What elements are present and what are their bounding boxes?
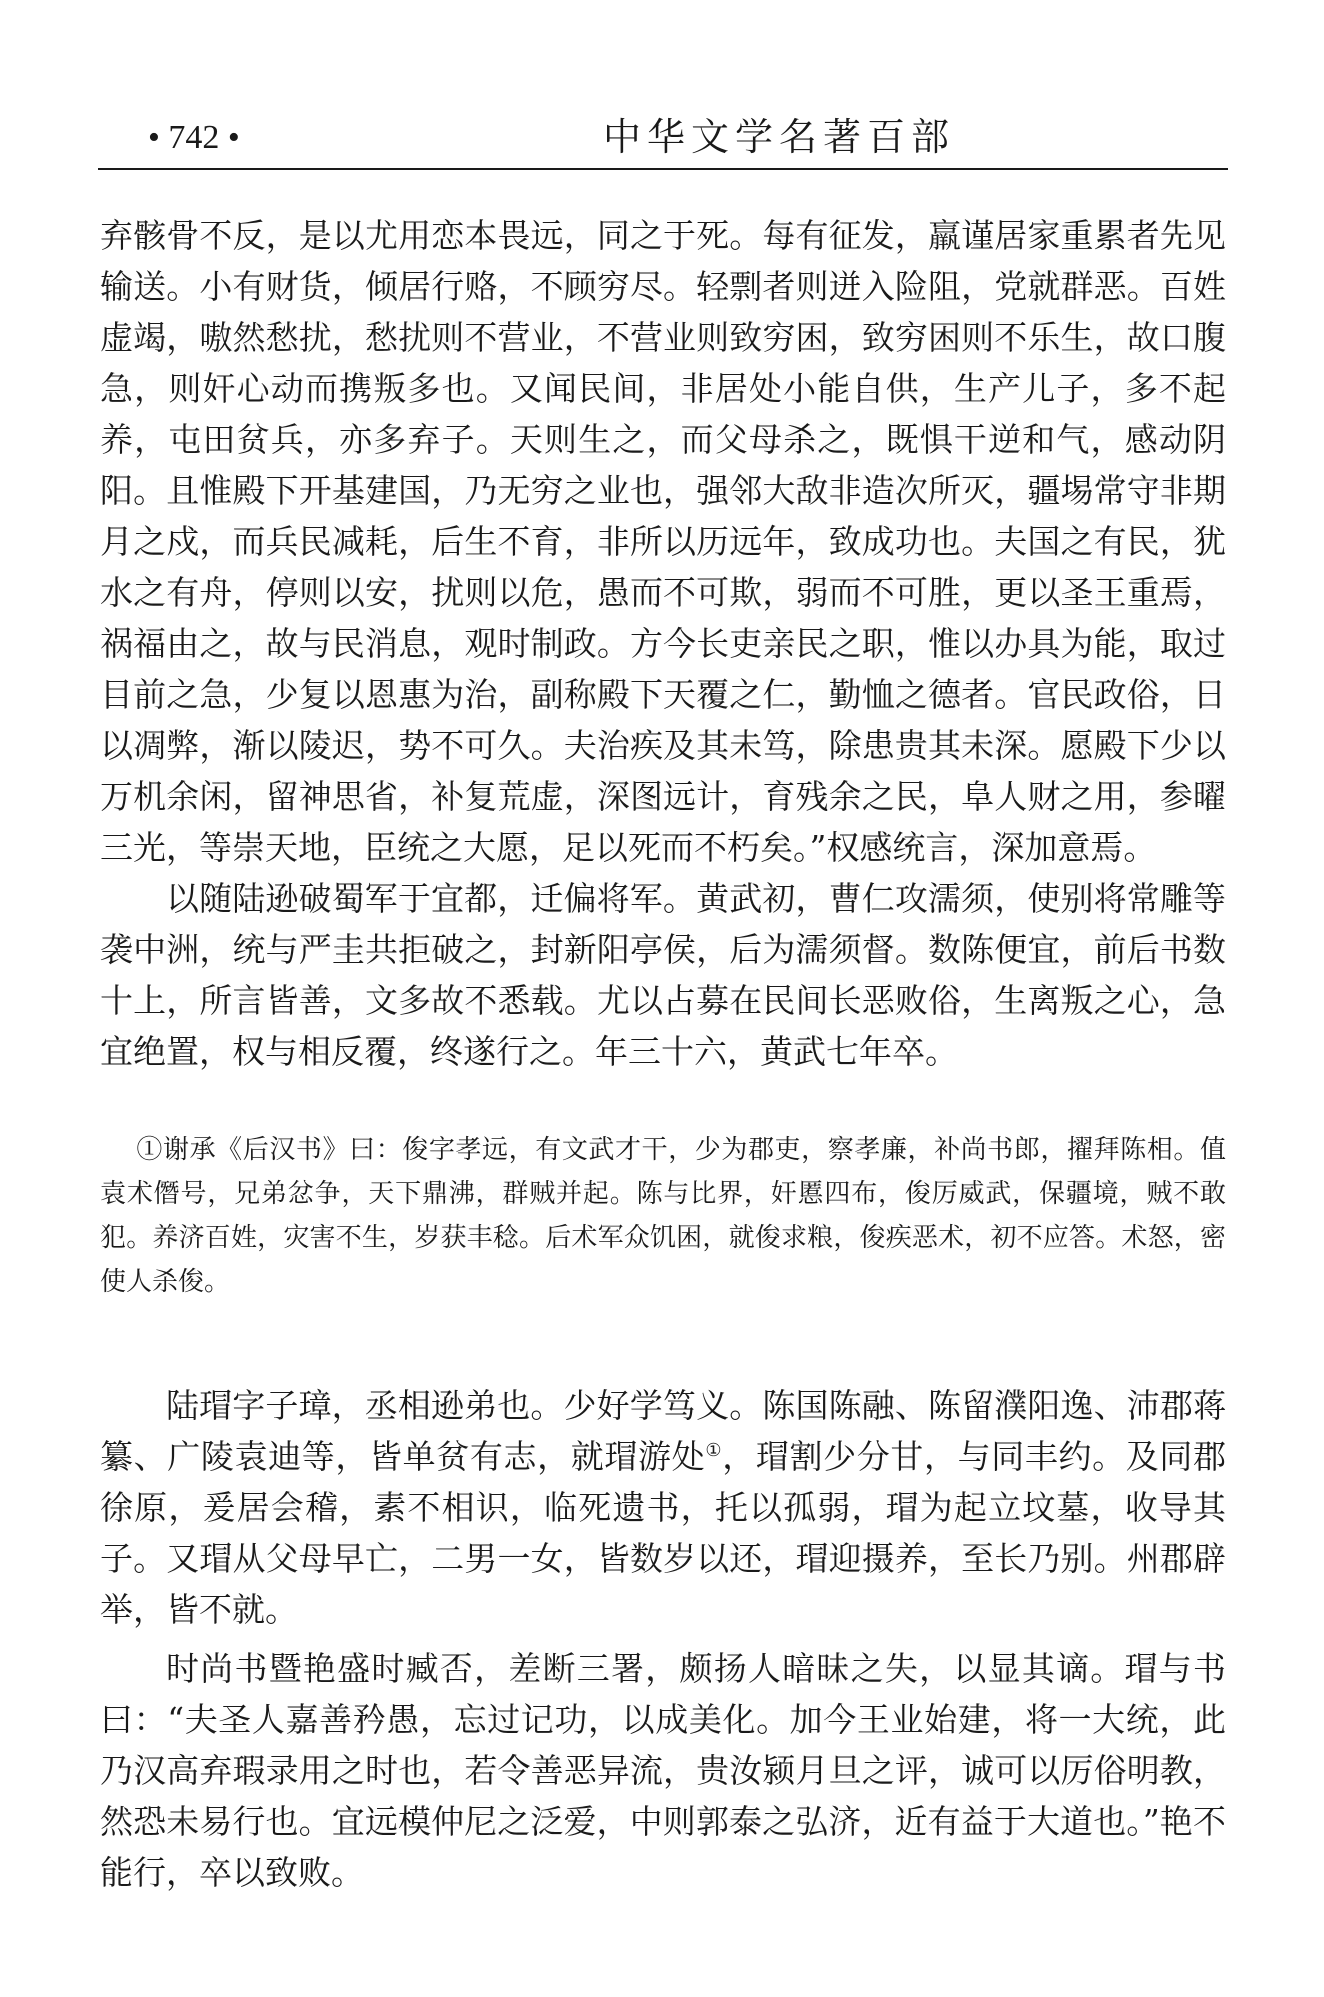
paragraph-lu-xun-campaign: 以随陆逊破蜀军于宜都，迁偏将军。黄武初，曹仁攻濡须，使别将常雕等袭中洲，统与严圭共拒破之，封新阳亭侯，后为濡须督。数陈便宜，前后书数十上，所言皆善，文多故不悉载。尤以占募在民间长恶败俗，生离叛之心，急宜绝置，权与相反覆，终遂行之。年三十六，黄武七年卒。: [100, 879, 1226, 1071]
lu-mao-section: [100, 1380, 1226, 1906]
footnote-text: ①谢承《后汉书》曰：俊字孝远，有文武才干，少为郡吏，察孝廉，补尚书郎，擢拜陈相。值袁术僭号，兄弟忿争，天下鼎沸，群贼并起。陈与比界，奸慝四布，俊厉威武，保疆境，贼不敢犯。养济百姓，灾害不生，岁获丰稔。后术军众饥困，就俊求粮，俊疾恶术，初不应答。术怒，密使人杀俊。: [100, 1135, 1226, 1297]
footnote-block: [100, 1128, 1226, 1304]
paragraph-continued: 弃骸骨不反，是以尤用恋本畏远，同之于死。每有征发，羸谨居家重累者先见输送。小有财货，倾居行赂，不顾穷尽。轻剽者则迸入险阻，党就群恶。百姓虚竭，嗷然愁扰，愁扰则不营业，不营业则致穷困，致穷困则不乐生，故口腹急，则奸心动而携叛多也。又闻民间，非居处小能自供，生产儿子，多不起养，屯田贫兵，亦多弃子。天则生之，而父母杀之，既惧干逆和气，感动阴阳。且惟殿下开基建国，乃无穷之业也，强邻大敌非造次所灭，疆埸常守非期月之戍，而兵民减耗，后生不育，非所以历远年，致成功也。夫国之有民，犹水之有舟，停则以安，扰则以危，愚而不可欺，弱而不可胜，更以圣王重焉，祸福由之，故与民消息，观时制政。方今长吏亲民之职，惟以办具为能，取过目前之急，少复以恩惠为治，副称殿下天覆之仁，勤恤之德者。官民政俗，日以凋弊，渐以陵迟，势不可久。夫治疾及其未笃，除患贵其未深。愿殿下少以万机余闲，留神思省，补复荒虚，深图远计，育残余之民，阜人财之用，参曜三光，等崇天地，臣统之大愿，足以死而不朽矣。”权感统言，深加意焉。: [100, 216, 1226, 867]
footnote-marker[interactable]: ①: [705, 1440, 723, 1461]
paragraph-ji-yan-letter: 时尚书暨艳盛时臧否，差断三署，颇扬人暗昧之失，以显其谪。瑁与书曰：“夫圣人嘉善矜愚，忘过记功，以成美化。加今王业始建，将一大统，此乃汉高弃瑕录用之时也，若令善恶异流，贵汝颍月旦之评，诚可以厉俗明教，然恐未易行也。宜远模仲尼之泛爱，中则郭泰之弘济，近有益于大道也。”艳不能行，卒以致败。: [100, 1649, 1226, 1892]
paragraph-lu-mao-intro: [100, 1380, 1226, 1635]
book-title: 中华文学名著百部: [603, 115, 956, 159]
lu-mao-intro-part2: ，瑁割少分甘，与同丰约。及同郡徐原，爰居会稽，素不相识，临死遗书，托以孤弱，瑁为起立坟墓，收导其子。又瑁从父母早亡，二男一女，皆数岁以还，瑁迎摄养，至长乃别。州郡辟举，皆不就。: [100, 1437, 1227, 1629]
page-number: • 742 •: [148, 119, 240, 156]
lu-mao-intro-part1: 陆瑁字子璋，丞相逊弟也。少好学笃义。陈国陈融、陈留濮阳逸、沛郡蒋纂、广陵袁迪等，皆单贫有志，就瑁游处: [100, 1386, 1226, 1476]
main-text-block: [100, 210, 1226, 1077]
page-header: [98, 108, 1228, 170]
